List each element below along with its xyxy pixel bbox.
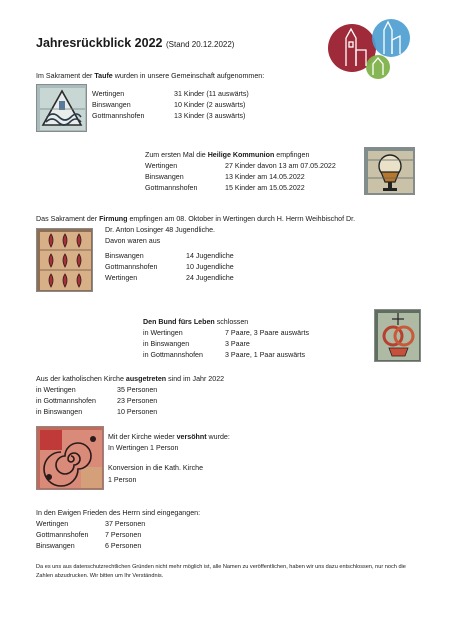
kommunion-row-3: Gottmannshofen (145, 184, 198, 192)
kommunion-value-3: 15 Kinder am 15.05.2022 (225, 184, 305, 192)
communion-window-image (364, 147, 415, 195)
chalice-icon (365, 148, 415, 195)
austritt-row-3: in Binswangen (36, 408, 83, 416)
versoehnt-intro: Mit der Kirche wieder versöhnt wurde: (108, 433, 230, 441)
firmung-value-3: 24 Jugendliche (186, 274, 234, 282)
kommunion-row-2: Binswangen (145, 173, 184, 181)
ehe-value-3: 3 Paare, 1 Paar auswärts (225, 351, 306, 359)
verstorben-value-1: 37 Personen (105, 520, 146, 528)
kommunion-row-1: Wertingen (145, 162, 178, 170)
firmung-row-3: Wertingen (105, 274, 138, 282)
austritt-value-2: 23 Personen (117, 397, 158, 405)
taufe-value-1: 31 Kinder (11 auswärts) (174, 90, 249, 98)
reconciliation-window-image (36, 426, 104, 490)
rings-icon (375, 310, 421, 362)
firmung-line-3: Davon waren aus (105, 237, 161, 245)
baptism-window-icon (37, 85, 87, 132)
ehe-value-1: 7 Paare, 3 Paare auswärts (225, 329, 309, 337)
austritt-value-3: 10 Personen (117, 408, 158, 416)
taufe-row-1: Wertingen (92, 90, 125, 98)
austritt-value-1: 35 Personen (117, 386, 158, 394)
ehe-row-3: in Gottmannshofen (143, 351, 203, 359)
austritt-row-1: in Wertingen (36, 386, 76, 394)
versoehnt-line-2: In Wertingen 1 Person (108, 444, 179, 452)
ehe-value-2: 3 Paare (225, 340, 250, 348)
verstorben-row-1: Wertingen (36, 520, 69, 528)
ehe-row-1: in Wertingen (143, 329, 183, 337)
austritt-intro: Aus der katholischen Kirche ausgetreten sind im Jahr 2022 (36, 375, 225, 383)
baptism-window-image (36, 84, 87, 132)
taufe-value-3: 13 Kinder (3 auswärts) (174, 112, 246, 120)
kommunion-intro: Zum ersten Mal die Heilige Kommunion empfingen (145, 151, 310, 159)
firmung-intro: Das Sakrament der Firmung empfingen am 08. Oktober in Wertingen durch H. Herrn Weihbischof Dr. (36, 215, 356, 223)
firmung-line-2: Dr. Anton Losinger 48 Jugendliche. (105, 226, 216, 234)
firmung-value-2: 10 Jugendliche (186, 263, 234, 271)
spiral-icon (37, 427, 104, 490)
firmung-row-1: Binswangen (105, 252, 144, 260)
kommunion-value-1: 27 Kinder davon 13 am 07.05.2022 (225, 162, 336, 170)
title-main: Jahresrückblick 2022 (36, 36, 163, 50)
page-title (36, 36, 234, 50)
ehe-row-2: in Binswangen (143, 340, 190, 348)
verstorben-intro: In den Ewigen Frieden des Herrn sind eingegangen: (36, 509, 201, 517)
versoehnt-line-3: Konversion in die Kath. Kirche (108, 464, 204, 472)
verstorben-value-2: 7 Personen (105, 531, 142, 539)
versoehnt-line-4: 1 Person (108, 476, 137, 484)
verstorben-row-2: Gottmannshofen (36, 531, 89, 539)
flames-icon (37, 229, 93, 292)
taufe-value-2: 10 Kinder (2 auswärts) (174, 101, 246, 109)
firmung-row-2: Gottmannshofen (105, 263, 158, 271)
verstorben-value-3: 6 Personen (105, 542, 142, 550)
verstorben-row-3: Binswangen (36, 542, 75, 550)
marriage-window-image (374, 309, 421, 362)
taufe-intro: Im Sakrament der Taufe wurden in unsere Gemeinschaft aufgenommen: (36, 72, 265, 80)
taufe-row-2: Binswangen (92, 101, 131, 109)
ehe-intro: Den Bund fürs Leben schlossen (143, 318, 249, 326)
taufe-row-3: Gottmannshofen (92, 112, 145, 120)
confirmation-window-image (36, 228, 93, 292)
privacy-note: Da es uns aus datenschutzrechtlichen Gründen nicht mehr möglich ist, alle Namen zu veröffentlichen, haben wir uns dazu entschlossen, nur noch die Zahlen abzudrucken. Wir bitten um Ihr Verständnis. (36, 564, 406, 579)
parish-logo (320, 12, 418, 80)
austritt-row-2: in Gottmannshofen (36, 397, 96, 405)
title-subtitle: (Stand 20.12.2022) (165, 40, 235, 49)
logo-circle-blue (372, 19, 410, 57)
firmung-value-1: 14 Jugendliche (186, 252, 234, 260)
kommunion-value-2: 13 Kinder am 14.05.2022 (225, 173, 305, 181)
